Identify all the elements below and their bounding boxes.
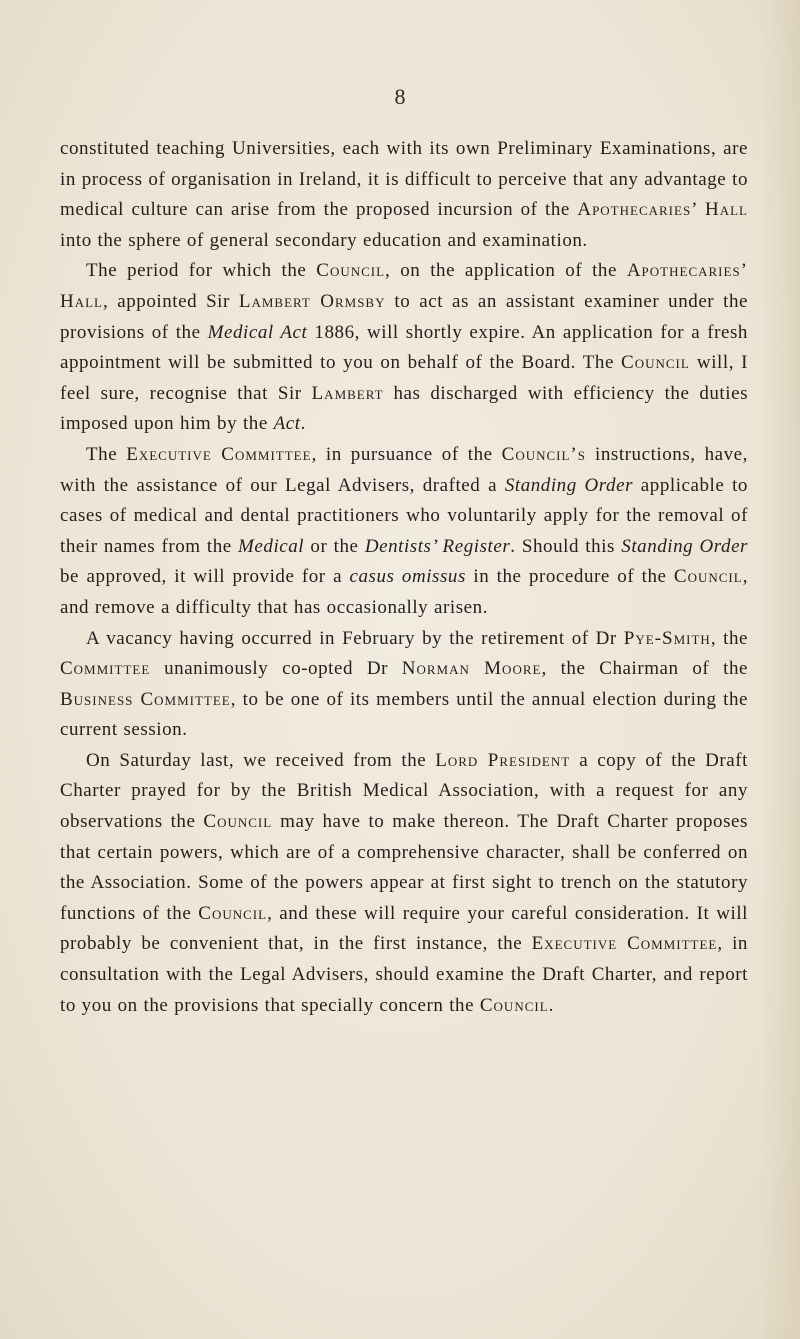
- text-run: , in consultation with the Legal Advisers, should examine the Draft Charter, and report to you on the provisions that specially concern the: [60, 933, 748, 1016]
- paragraph: [60, 134, 748, 256]
- small-caps-text: Council: [673, 566, 743, 588]
- text-run: . Should this: [510, 535, 622, 557]
- small-caps-text: Norman Moore: [401, 658, 542, 680]
- italic-text: Act: [273, 413, 301, 435]
- text-run: , and these will require your careful consideration. It will probably be convenient that, in the first instance, the: [60, 902, 748, 955]
- text-run: , and remove a difficulty that has occasionally arisen.: [60, 566, 749, 618]
- text-run: , appointed Sir: [103, 290, 239, 312]
- paragraph: [60, 624, 748, 746]
- text-run: instructions, have, with the assistance of our Legal Advisers, drafted a: [60, 443, 748, 496]
- page-edge-shading: [760, 0, 800, 1339]
- text-run: , on the application of the: [385, 260, 627, 282]
- text-run: A vacancy having occurred in February by the retirement of Dr: [86, 627, 624, 649]
- small-caps-text: Executive Committee: [126, 443, 312, 465]
- italic-text: Medical: [238, 535, 305, 557]
- text-run: applicable to cases of medical and dental practitioners who voluntarily apply for the removal of their names from the: [60, 474, 748, 557]
- paragraph: [60, 440, 748, 624]
- text-run: , the Chairman of the: [541, 658, 748, 680]
- small-caps-text: Executive Committee: [531, 933, 718, 955]
- text-run: unanimously co-opted Dr: [150, 658, 402, 680]
- text-run: constituted teaching Universities, each with its own Preliminary Examinations, are in process of organisation in Ireland, it is difficult to perceive that any advantage to medical culture can arise from the proposed incursion of the: [60, 138, 748, 221]
- text-run: .: [300, 413, 306, 435]
- italic-text: casus omissus: [349, 566, 466, 588]
- small-caps-text: Apothecaries’ Hall: [577, 199, 749, 221]
- small-caps-text: Lambert: [311, 382, 384, 404]
- text-run: may have to make thereon. The Draft Charter proposes that certain powers, which are of a comprehensive character, shall be conferred on the Association. Some of the powers appear at first sight to trench on the statutory functions of the: [60, 811, 748, 924]
- small-caps-text: Apothecaries’ Hall: [60, 260, 748, 312]
- text-run: a copy of the Draft Charter prayed for by the British Medical Association, with a request for any observations the: [60, 749, 748, 833]
- text-run: to act as an assistant examiner under the provisions of the: [60, 290, 748, 343]
- small-caps-text: Council: [621, 352, 690, 374]
- text-run: or the: [304, 535, 365, 557]
- paragraph: [60, 256, 748, 440]
- text-run: The: [86, 443, 127, 465]
- small-caps-text: Lambert Ormsby: [238, 290, 386, 312]
- italic-text: Standing Order: [621, 535, 749, 557]
- small-caps-text: Council: [316, 260, 386, 282]
- small-caps-text: Council: [203, 811, 273, 833]
- text-run: On Saturday last, we received from the: [86, 749, 436, 771]
- italic-text: Medical Act: [207, 321, 308, 343]
- text-run: .: [548, 994, 554, 1016]
- small-caps-text: Business Committee: [60, 688, 231, 710]
- text-run: , to be one of its members until the annual election during the current session.: [60, 688, 748, 741]
- small-caps-text: Council: [198, 902, 268, 924]
- text-run: will, I feel sure, recognise that Sir: [60, 352, 748, 404]
- text-run: be approved, it will provide for a: [60, 566, 350, 588]
- text-run: , the: [710, 627, 748, 649]
- page-number: 8: [394, 84, 406, 109]
- small-caps-text: Committee: [60, 658, 151, 680]
- italic-text: Standing Order: [504, 474, 634, 496]
- paragraph: [60, 746, 748, 1021]
- text-run: has discharged with efficiency the duties imposed upon him by the: [60, 382, 749, 435]
- small-caps-text: Council’s: [501, 443, 586, 465]
- small-caps-text: Pye-Smith: [623, 627, 711, 649]
- text-run: , in pursuance of the: [311, 443, 502, 465]
- text-run: in the procedure of the: [465, 566, 674, 588]
- body-text: [60, 134, 748, 1021]
- text-run: 1886, will shortly expire. An application for a fresh appointment will be submitted to you on behalf of the Board. The: [60, 321, 748, 374]
- text-run: The period for which the: [86, 260, 317, 282]
- italic-text: Dentists’ Register: [364, 535, 511, 557]
- small-caps-text: Council: [479, 994, 549, 1016]
- small-caps-text: Lord President: [435, 749, 571, 771]
- text-run: into the sphere of general secondary education and examination.: [60, 229, 588, 251]
